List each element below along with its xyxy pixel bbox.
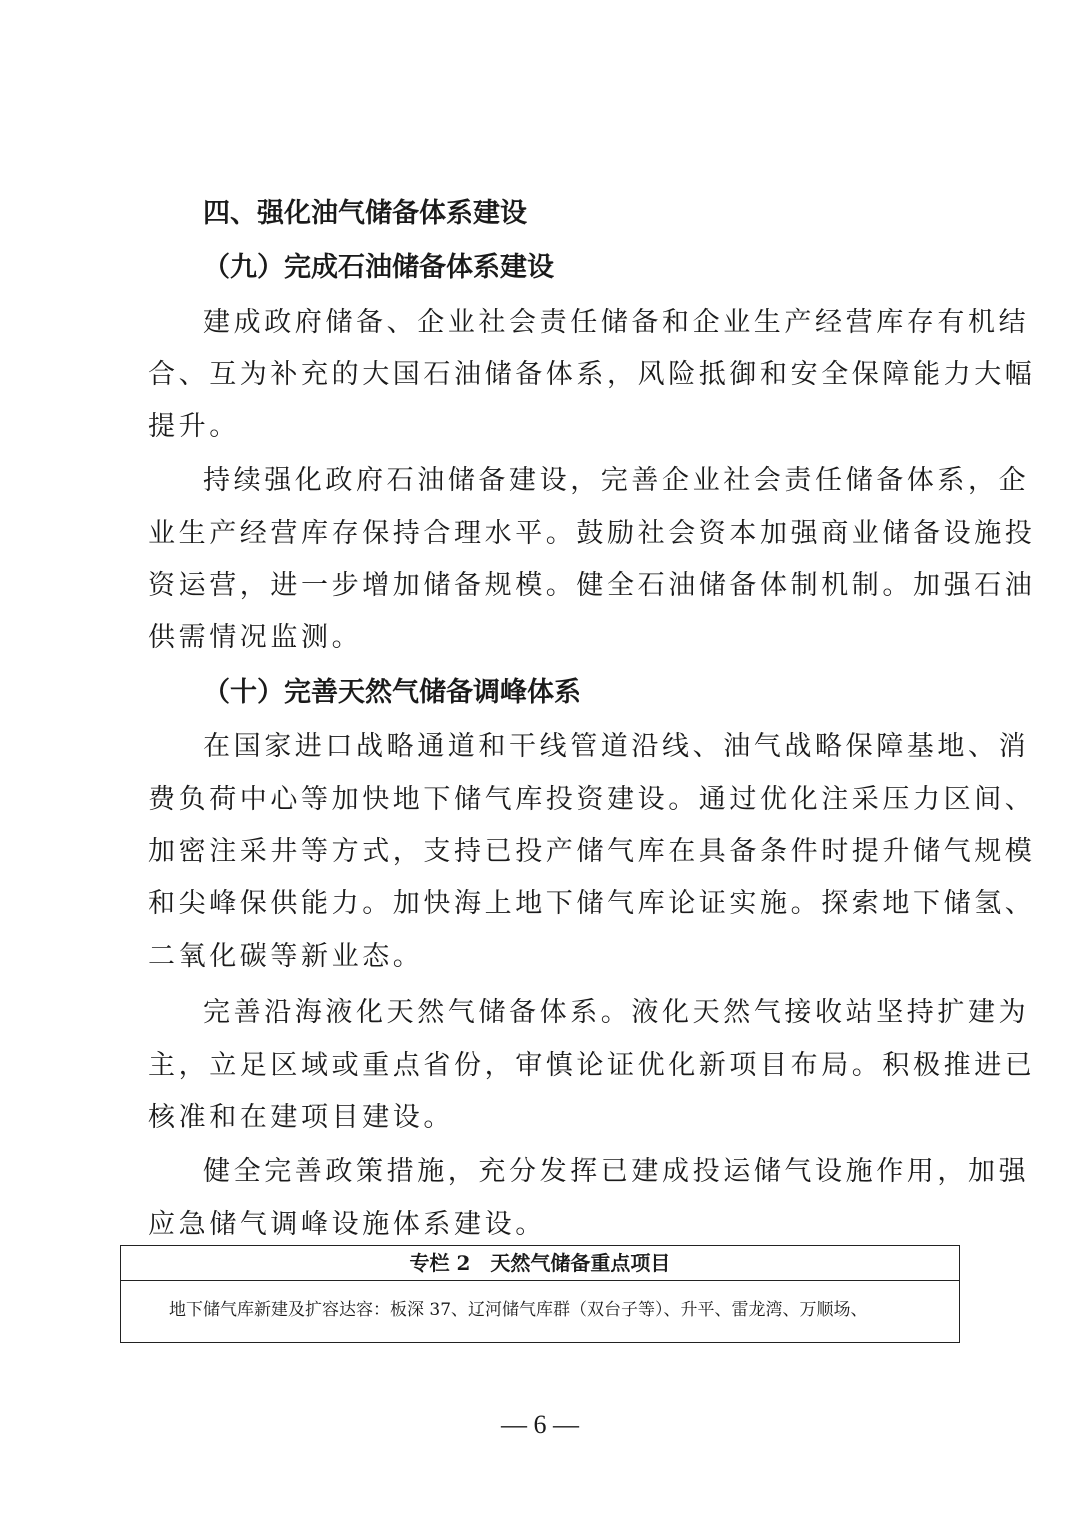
paragraph-3-line-5: 二氧化碳等新业态。	[148, 941, 424, 972]
paragraph-2-line-3: 资运营，进一步增加储备规模。健全石油储备体制机制。加强石油	[148, 570, 1036, 601]
page-number: — 6 —	[501, 1410, 579, 1439]
paragraph-2-line-1: 持续强化政府石油储备建设，完善企业社会责任储备体系，企	[203, 465, 1030, 496]
paragraph-2-line-2: 业生产经营库存保持合理水平。鼓励社会资本加强商业储备设施投	[148, 518, 1036, 549]
paragraph-5-line-1: 健全完善政策措施，充分发挥已建成投运储气设施作用，加强	[203, 1156, 1030, 1187]
column-box-text: 地下储气库新建及扩容达容：板深 37、辽河储气库群（双台子等）、升平、雷龙湾、万顺场、	[169, 1300, 868, 1320]
column-box	[120, 1245, 960, 1343]
paragraph-1-line-3: 提升。	[148, 411, 240, 442]
column-box-title: 专栏 2 天然气储备重点项目	[121, 1246, 959, 1281]
paragraph-4-line-1: 完善沿海液化天然气储备体系。液化天然气接收站坚持扩建为	[203, 997, 1030, 1028]
paragraph-1-line-2: 合、互为补充的大国石油储备体系，风险抵御和安全保障能力大幅	[148, 359, 1036, 390]
paragraph-3-line-3: 加密注采井等方式，支持已投产储气库在具备条件时提升储气规模	[148, 836, 1036, 867]
subsection-heading-10: （十）完善天然气储备调峰体系	[203, 677, 581, 708]
paragraph-1-line-1: 建成政府储备、企业社会责任储备和企业生产经营库存有机结	[203, 307, 1030, 338]
paragraph-3-line-4: 和尖峰保供能力。加快海上地下储气库论证实施。探索地下储氢、	[148, 888, 1036, 919]
paragraph-4-line-3: 核准和在建项目建设。	[148, 1102, 454, 1133]
section-heading: 四、强化油气储备体系建设	[203, 198, 527, 229]
subsection-heading-9: （九）完成石油储备体系建设	[203, 252, 554, 283]
paragraph-3-line-1: 在国家进口战略通道和干线管道沿线、油气战略保障基地、消	[203, 731, 1030, 762]
paragraph-3-line-2: 费负荷中心等加快地下储气库投资建设。通过优化注采压力区间、	[148, 784, 1036, 815]
paragraph-4-line-2: 主，立足区域或重点省份，审慎论证优化新项目布局。积极推进已	[148, 1050, 1036, 1081]
paragraph-5-line-2: 应急储气调峰设施体系建设。	[148, 1209, 546, 1240]
paragraph-2-line-4: 供需情况监测。	[148, 622, 363, 653]
